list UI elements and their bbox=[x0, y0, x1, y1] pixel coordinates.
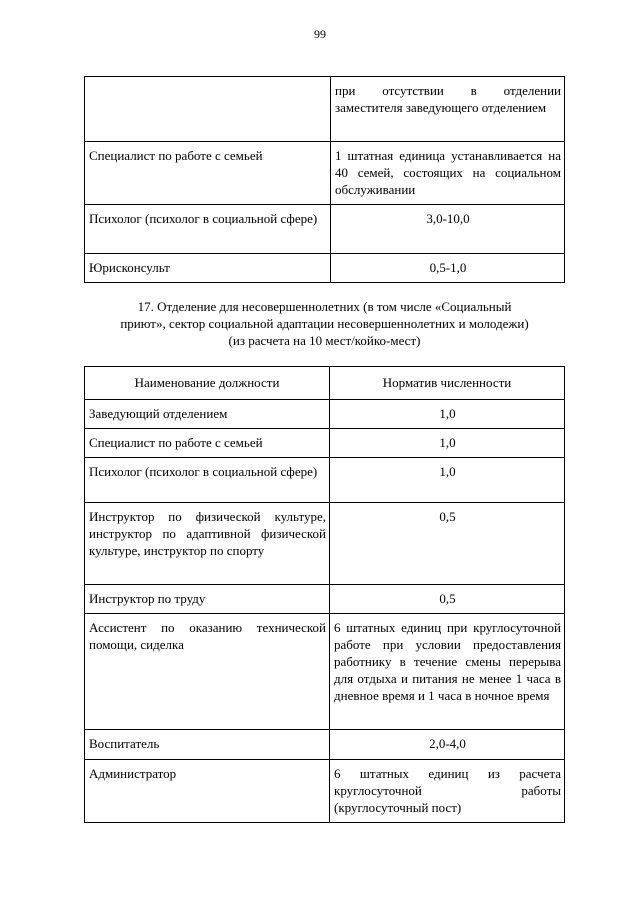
table-header-row bbox=[85, 367, 565, 400]
norm-cell: при отсутствии в отделении заместителя заведующего отделением bbox=[331, 77, 565, 142]
norm-cell: 1,0 bbox=[330, 458, 565, 503]
norm-cell: 3,0-10,0 bbox=[331, 205, 565, 254]
table-row bbox=[85, 429, 565, 458]
section-heading-line: 17. Отделение для несовершеннолетних (в том числе «Социальный bbox=[137, 299, 512, 314]
table-row bbox=[85, 400, 565, 429]
table-row bbox=[85, 614, 565, 730]
table-row bbox=[85, 730, 565, 760]
table-row bbox=[85, 254, 565, 283]
position-cell: Специалист по работе с семьей bbox=[85, 142, 331, 205]
table-row bbox=[85, 585, 565, 614]
norm-cell: 6 штатных единиц из расчета круглосуточной работы (круглосуточный пост) bbox=[330, 760, 565, 823]
position-cell: Специалист по работе с семьей bbox=[85, 429, 330, 458]
section-heading-line: (из расчета на 10 мест/койко-мест) bbox=[228, 333, 421, 348]
position-cell: Воспитатель bbox=[85, 730, 330, 760]
position-cell: Заведующий отделением bbox=[85, 400, 330, 429]
staffing-table bbox=[84, 366, 565, 823]
staffing-table-continued bbox=[84, 76, 565, 283]
page-number: 99 bbox=[314, 27, 326, 41]
norm-cell: 0,5-1,0 bbox=[331, 254, 565, 283]
table-row bbox=[85, 77, 565, 142]
position-cell: Психолог (психолог в социальной сфере) bbox=[85, 458, 330, 503]
norm-cell: 0,5 bbox=[330, 503, 565, 585]
position-cell: Юрисконсульт bbox=[85, 254, 331, 283]
norm-cell: 2,0-4,0 bbox=[330, 730, 565, 760]
norm-cell: 1,0 bbox=[330, 429, 565, 458]
position-cell bbox=[85, 77, 331, 142]
table-row bbox=[85, 503, 565, 585]
table-row bbox=[85, 458, 565, 503]
position-cell: Психолог (психолог в социальной сфере) bbox=[85, 205, 331, 254]
position-cell: Инструктор по физической культуре, инструктор по адаптивной физической культуре, инструктор по спорту bbox=[85, 503, 330, 585]
header-norm: Норматив численности bbox=[330, 367, 565, 400]
section-heading bbox=[84, 298, 565, 349]
norm-cell: 1 штатная единица устанавливается на 40 семей, состоящих на социальном обслуживании bbox=[331, 142, 565, 205]
position-cell: Ассистент по оказанию технической помощи, сиделка bbox=[85, 614, 330, 730]
norm-cell: 6 штатных единиц при круглосуточной работе при условии предоставления работнику в течение смены перерыва для отдыха и питания не менее 1 часа в дневное время и 1 часа в ночное время bbox=[330, 614, 565, 730]
table-row bbox=[85, 760, 565, 823]
norm-cell: 0,5 bbox=[330, 585, 565, 614]
header-position: Наименование должности bbox=[85, 367, 330, 400]
position-cell: Администратор bbox=[85, 760, 330, 823]
table-row bbox=[85, 205, 565, 254]
section-heading-line: приют», сектор социальной адаптации несовершеннолетних и молодежи) bbox=[120, 316, 529, 331]
table-row bbox=[85, 142, 565, 205]
norm-cell: 1,0 bbox=[330, 400, 565, 429]
position-cell: Инструктор по труду bbox=[85, 585, 330, 614]
